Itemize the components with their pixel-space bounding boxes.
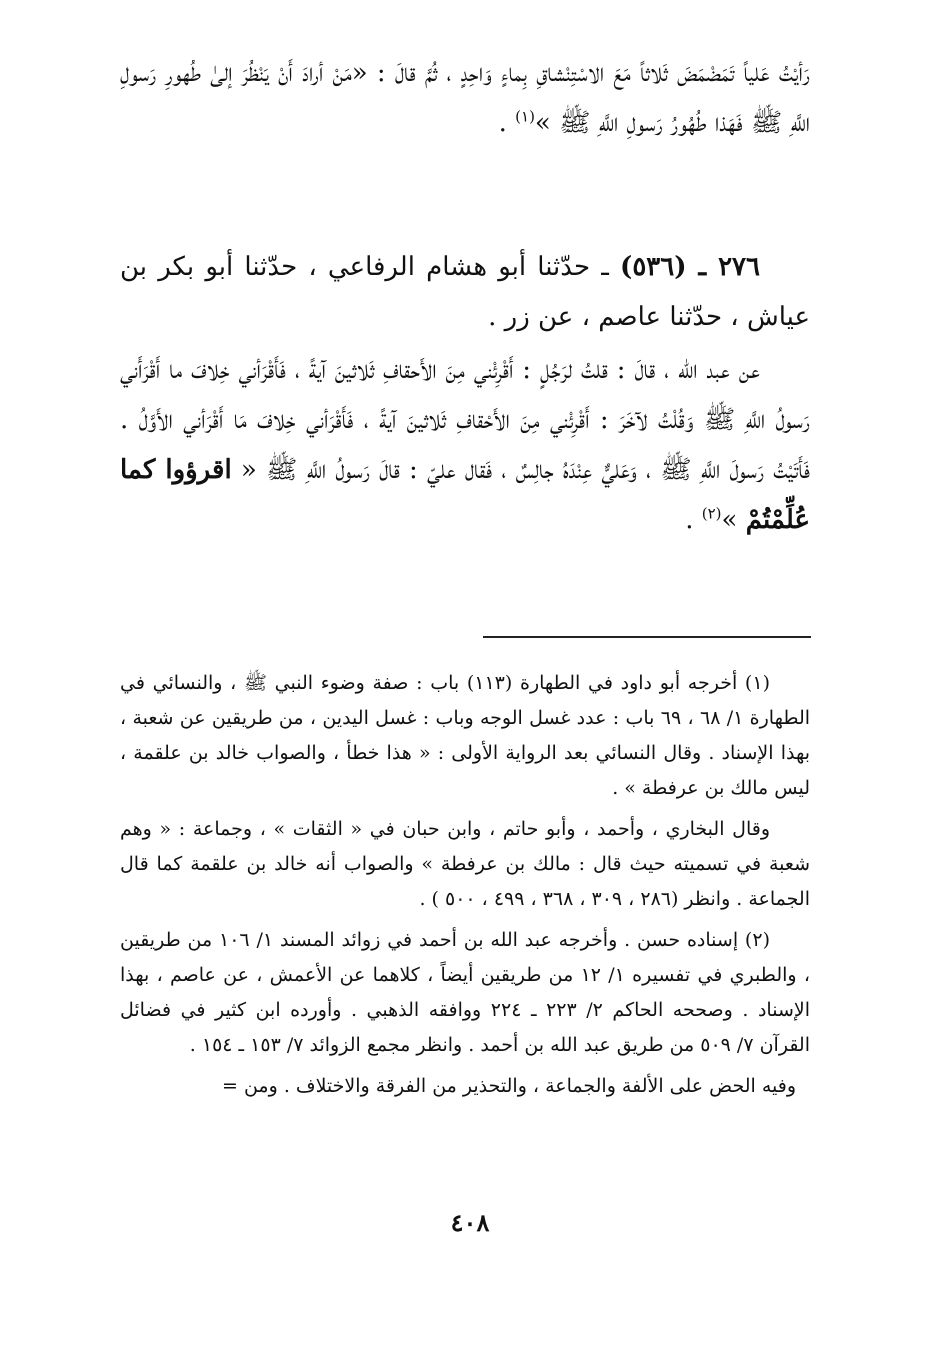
period: . [685,505,702,535]
paragraph [120,345,810,545]
footnote-2-continued: وفيه الحض على الألفة والجماعة ، والتحذير من الفرقة والاختلاف . ومن = [222,1075,796,1097]
hadith-text-continuation [120,48,810,148]
paragraph [120,48,810,148]
page-number: ٤٠٨ [450,1208,490,1237]
hadith-isnad [120,242,810,342]
paragraph-text: رَأيْتُ عَلياً تَمَضْمَضَ ثَلاثاً مَعَ الاسْتِنْشاقِ بِماءٍ وَاحِدٍ ، ثُمَّ قالَ : «مَنْ أرادَ أَنْ يَنْظُرَ إلىٰ طُهورِ رَسولِ اللَّهِ ﷺ فَهَذا طُهُورُ رَسولِ اللَّهِ ﷺ » [120,58,810,138]
hadith-number: ٢٧٦ ـ (٥٣٦) [620,252,760,282]
paragraph-text: عن عبد الله ، قالَ : قلتُ لرَجُلٍ : أَقْرِئْني مِنَ الأَحقافِ ثَلاثينَ آيةً ، فَأَقْرَأني خِلافَ ما أَقْرَأَني رَسولُ اللَّهِ ﷺ وَقُلْتُ لآخَرَ : أَقْرِئْني مِنَ الأَحْقافِ ثَلاثينَ آيةً ، فَأَقْرَأني خِلافَ مَا أَقْرَأني الأَوَّلُ . فَأَتَيْتُ رَسولَ اللَّهِ ﷺ ، وَعَليٌّ عِنْدَهُ جالِسٌ ، فَقال عليّ : قالَ رَسولُ اللَّهِ ﷺ « [120,355,810,485]
footnote-1-continued: وقال البخاري ، وأحمد ، وأبو حاتم ، وابن حبان في « الثقات » ، وجماعة : « وهم شعبة في تسميته حيث قال : مالك بن عرفطة » والصواب أنه خالد بن علقمة كما قال الجماعة . وانظر (٢٨٦ ، ٣٠٩ ، ٣٦٨ ، ٤٩٩ ، ٥٠٠ ) . [120,818,810,910]
period: . [498,108,516,138]
footnote-1: (١) أخرجه أبو داود في الطهارة (١١٣) باب : صفة وضوء النبي ﷺ ، والنسائي في الطهارة ١/ ٦٨ ، ٦٩ باب : عدد غسل الوجه وباب : غسل اليدين ، من طريقين عن شعبة ، بهذا الإسناد . وقال النسائي بعد الرواية الأولى : « هذا خطأ ، والصواب خالد بن علقمة ، ليس مالك بن عرفطة » . [120,672,811,799]
footnote-ref-1: (١) [515,107,535,126]
footnote-ref-2: (٢) [701,504,722,523]
hadith-matn [120,345,810,545]
paragraph [120,242,810,342]
footnotes [120,666,810,1110]
closing-quote: » [721,505,746,535]
footnote-separator [483,636,811,638]
footnote-2: (٢) إسناده حسن . وأخرجه عبد الله بن أحمد في زوائد المسند ١/ ١٠٦ من طريقين ، والطبري في تفسيره ١/ ١٢ من طريقين أيضاً ، كلاهما عن الأعمش ، عن عاصم ، بهذا الإسناد . وصححه الحاكم ٢/ ٢٢٣ ـ ٢٢٤ ووافقه الذهبي . وأورده ابن كثير في فضائل القرآن ٧/ ٥٠٩ من طريق عبد الله بن أحمد . وانظر مجمع الزوائد ٧/ ١٥٣ ـ ١٥٤ . [120,929,810,1056]
paragraph-text: ـ حدّثنا أبو هشام الرفاعي ، حدّثنا أبو بكر بن عياش ، حدّثنا عاصم ، عن زر . [120,252,810,332]
prophet-saying: اقرؤوا كما عُلِّمْتُمْ [120,455,810,535]
